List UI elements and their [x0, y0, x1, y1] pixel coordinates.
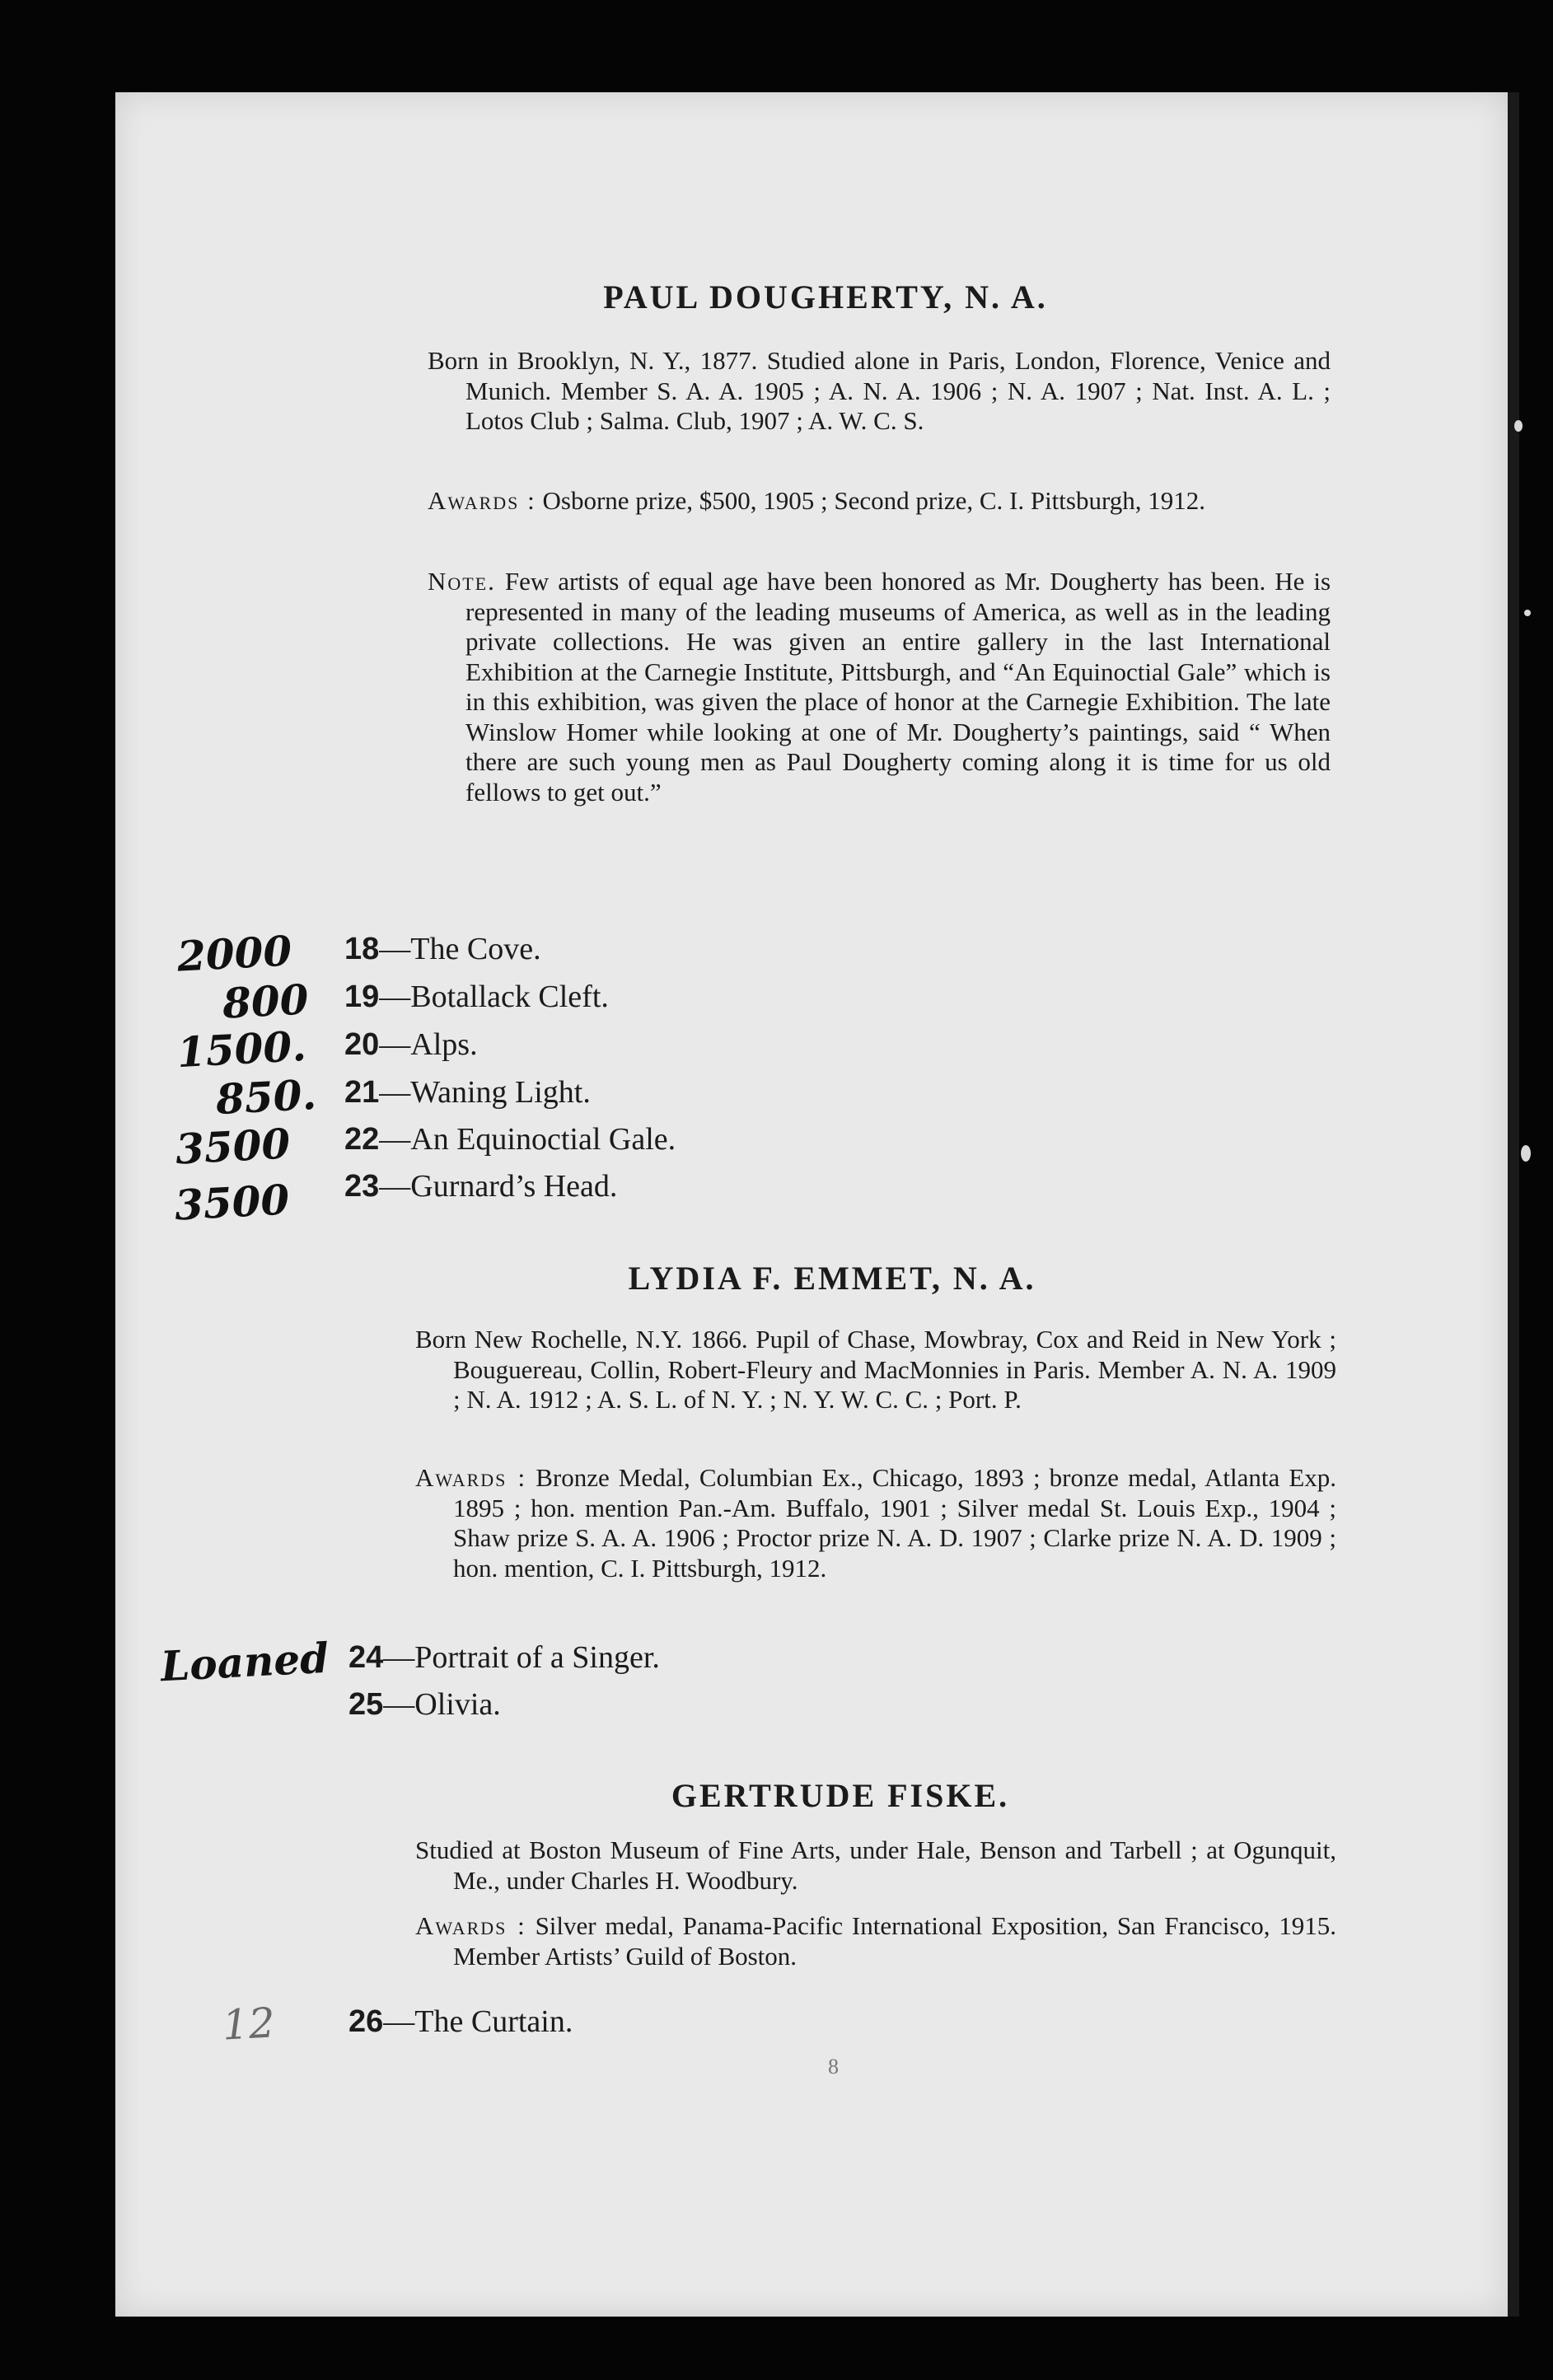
artist-note	[428, 567, 1331, 807]
note-label: Note.	[428, 567, 496, 596]
handwritten-price: 12	[221, 1999, 277, 2050]
catalog-item: 22—An Equinoctial Gale.	[344, 1122, 676, 1157]
item-title: Gurnard’s Head.	[410, 1169, 618, 1204]
catalog-item: 19—Botallack Cleft.	[344, 980, 609, 1014]
catalog-item: 18—The Cove.	[344, 932, 541, 966]
item-number: 19	[344, 980, 380, 1014]
item-title: Alps.	[410, 1027, 478, 1062]
artist-biography	[415, 1325, 1336, 1415]
handwritten-price: 800	[221, 975, 310, 1028]
artist-awards	[415, 1463, 1337, 1583]
handwritten-price: 850.	[214, 1069, 318, 1125]
awards-label: Awards :	[428, 486, 536, 515]
scan-speck	[1524, 610, 1531, 616]
catalog-item: 20—Alps.	[344, 1027, 478, 1062]
item-number: 18	[344, 932, 380, 966]
item-number: 21	[344, 1075, 380, 1110]
note-text: Few artists of equal age have been honored as Mr. Dougherty has been. He is represented in many of the leading museums of America, as well as in the leading private collections. He was given an entire gallery in the last International Exhibition at the Carnegie Institute, Pittsburgh, and “An Equinoctial Gale” which is in this exhibition, was given the place of honor at the Carnegie Exhibition. The late Winslow Homer while looking at one of Mr. Dougherty’s paintings, said “ When there are such young men as Paul Dougherty coming along it is time for us old fellows to get out.”	[465, 567, 1331, 807]
artist-biography	[415, 1835, 1336, 1896]
handwritten-price: 3500	[173, 1175, 291, 1230]
biography-text: Born in Brooklyn, N. Y., 1877. Studied alone in Paris, London, Florence, Venice and Munich. Member S. A. A. 1905 ; A. N. A. 1906 ; N. A. 1907 ; Nat. Inst. A. L. ; Lotos Club ; Salma. Club, 1907 ; A. W. C. S.	[428, 346, 1331, 435]
catalog-item: 23—Gurnard’s Head.	[344, 1169, 618, 1204]
catalog-item: 25—Olivia.	[348, 1687, 501, 1722]
biography-text: Born New Rochelle, N.Y. 1866. Pupil of Chase, Mowbray, Cox and Reid in New York ; Bouguereau, Collin, Robert-Fleury and MacMonnies in Paris. Member A. N. A. 1909 ; N. A. 1912 ; A. S. L. of N. Y. ; N. Y. W. C. C. ; Port. P.	[415, 1325, 1336, 1414]
artist-heading: PAUL DOUGHERTY, N. A.	[603, 278, 1048, 316]
item-title: The Curtain.	[414, 2004, 573, 2039]
artist-heading: LYDIA F. EMMET, N. A.	[628, 1260, 1036, 1297]
catalog-item: 21—Waning Light.	[344, 1075, 591, 1110]
handwritten-note: Loaned	[159, 1633, 330, 1691]
catalog-item: 24—Portrait of a Singer.	[348, 1640, 660, 1675]
awards-text: Silver medal, Panama-Pacific International Exposition, San Francisco, 1915. Member Artists’ Guild of Boston.	[453, 1911, 1336, 1971]
item-title: Olivia.	[414, 1687, 501, 1722]
item-number: 25	[348, 1687, 384, 1722]
handwritten-price: 2000	[175, 926, 293, 981]
awards-text: Osborne prize, $500, 1905 ; Second prize, C. I. Pittsburgh, 1912.	[542, 486, 1205, 515]
item-number: 22	[344, 1122, 380, 1157]
item-number: 20	[344, 1027, 380, 1062]
item-title: Waning Light.	[410, 1075, 591, 1110]
artist-biography	[428, 346, 1331, 437]
item-title: Botallack Cleft.	[410, 980, 609, 1014]
scan-speck	[1521, 1145, 1531, 1162]
item-title: The Cove.	[410, 932, 541, 966]
awards-label: Awards :	[415, 1911, 526, 1940]
biography-text: Studied at Boston Museum of Fine Arts, under Hale, Benson and Tarbell ; at Ogunquit, Me., under Charles H. Woodbury.	[415, 1835, 1336, 1895]
page-number: 8	[828, 2055, 839, 2078]
awards-label: Awards :	[415, 1463, 527, 1492]
handwritten-price: 3500	[174, 1119, 292, 1174]
artist-heading: GERTRUDE FISKE.	[671, 1777, 1010, 1814]
handwritten-price: 1500.	[175, 1021, 308, 1078]
awards-text: Bronze Medal, Columbian Ex., Chicago, 1893 ; bronze medal, Atlanta Exp. 1895 ; hon. mention Pan.-Am. Buffalo, 1901 ; Silver medal St. Louis Exp., 1904 ; Shaw prize S. A. A. 1906 ; Proctor prize N. A. D. 1907 ; Clarke prize N. A. D. 1909 ; hon. mention, C. I. Pittsburgh, 1912.	[453, 1463, 1337, 1583]
item-number: 24	[348, 1640, 384, 1675]
item-title: Portrait of a Singer.	[414, 1640, 660, 1675]
artist-awards	[415, 1911, 1336, 1971]
item-title: An Equinoctial Gale.	[410, 1122, 676, 1157]
catalog-item: 26—The Curtain.	[348, 2004, 573, 2039]
scan-speck	[1514, 420, 1523, 432]
item-number: 23	[344, 1169, 380, 1204]
artist-awards	[428, 486, 1331, 517]
item-number: 26	[348, 2004, 384, 2039]
